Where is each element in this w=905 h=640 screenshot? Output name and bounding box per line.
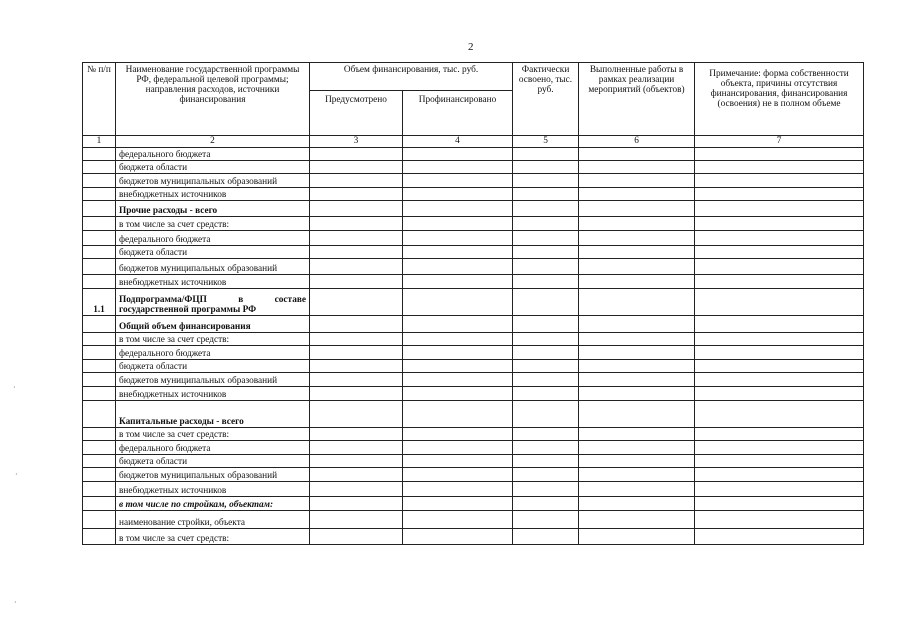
data-cell xyxy=(513,201,579,217)
row-number xyxy=(83,246,116,259)
data-cell xyxy=(310,468,403,482)
data-cell xyxy=(513,217,579,231)
data-cell xyxy=(403,246,513,259)
table-row xyxy=(83,148,864,161)
data-cell xyxy=(695,275,864,289)
table-row xyxy=(83,289,864,316)
data-cell xyxy=(403,455,513,468)
row-name: бюджетов муниципальных образований xyxy=(116,373,310,387)
table-row xyxy=(83,428,864,441)
row-name: федерального бюджета xyxy=(116,441,310,455)
data-cell xyxy=(310,529,403,545)
row-number xyxy=(83,346,116,360)
data-cell xyxy=(403,148,513,161)
data-cell xyxy=(403,401,513,428)
column-number: 3 xyxy=(310,136,403,148)
data-cell xyxy=(310,333,403,346)
table-row xyxy=(83,174,864,188)
column-number: 7 xyxy=(695,136,864,148)
row-number xyxy=(83,316,116,333)
row-name: федерального бюджета xyxy=(116,231,310,246)
data-cell xyxy=(310,346,403,360)
data-cell xyxy=(310,511,403,529)
data-cell xyxy=(310,275,403,289)
data-cell xyxy=(695,201,864,217)
table-row xyxy=(83,373,864,387)
row-number xyxy=(83,217,116,231)
row-number xyxy=(83,161,116,174)
header-number: № п/п xyxy=(83,63,116,136)
data-cell xyxy=(403,428,513,441)
data-cell xyxy=(310,455,403,468)
data-cell xyxy=(695,401,864,428)
table-row xyxy=(83,468,864,482)
header-note: Примечание: форма собственности объекта, причины отсутствия финансирования, финансирования (освоения) не в полном объеме xyxy=(695,63,864,136)
row-number xyxy=(83,174,116,188)
data-cell xyxy=(695,174,864,188)
data-cell xyxy=(579,174,695,188)
data-cell xyxy=(513,529,579,545)
table-row xyxy=(83,161,864,174)
data-cell xyxy=(513,289,579,316)
column-number: 1 xyxy=(83,136,116,148)
row-name: внебюджетных источников xyxy=(116,482,310,497)
table-row xyxy=(83,511,864,529)
table-row xyxy=(83,482,864,497)
data-cell xyxy=(695,333,864,346)
data-cell xyxy=(403,217,513,231)
data-cell xyxy=(310,259,403,275)
data-cell xyxy=(403,373,513,387)
data-cell xyxy=(695,217,864,231)
data-cell xyxy=(513,333,579,346)
row-name: внебюджетных источников xyxy=(116,188,310,201)
data-cell xyxy=(513,455,579,468)
data-cell xyxy=(310,217,403,231)
row-number xyxy=(83,468,116,482)
table-row xyxy=(83,246,864,259)
header-name: Наименование государственной программы РФ, федеральной целевой программы; направления расходов, источники финансирования xyxy=(116,63,310,136)
data-cell xyxy=(695,482,864,497)
table-row xyxy=(83,529,864,545)
data-cell xyxy=(513,346,579,360)
column-number: 5 xyxy=(513,136,579,148)
row-name: федерального бюджета xyxy=(116,346,310,360)
data-cell xyxy=(513,511,579,529)
data-cell xyxy=(695,373,864,387)
data-cell xyxy=(579,148,695,161)
data-cell xyxy=(695,529,864,545)
data-cell xyxy=(403,511,513,529)
data-cell xyxy=(403,468,513,482)
column-number: 2 xyxy=(116,136,310,148)
data-cell xyxy=(310,188,403,201)
row-name: в том числе за счет средств: xyxy=(116,333,310,346)
data-cell xyxy=(695,455,864,468)
data-cell xyxy=(403,161,513,174)
table-row xyxy=(83,333,864,346)
row-number xyxy=(83,148,116,161)
data-cell xyxy=(403,387,513,401)
table-row xyxy=(83,217,864,231)
data-cell xyxy=(579,511,695,529)
row-number xyxy=(83,360,116,373)
data-cell xyxy=(695,259,864,275)
data-cell xyxy=(695,428,864,441)
data-cell xyxy=(310,148,403,161)
data-cell xyxy=(695,246,864,259)
row-name: бюджета области xyxy=(116,246,310,259)
data-cell xyxy=(579,468,695,482)
data-cell xyxy=(310,246,403,259)
data-cell xyxy=(403,259,513,275)
data-cell xyxy=(403,482,513,497)
data-cell xyxy=(403,497,513,511)
data-cell xyxy=(579,373,695,387)
row-name: федерального бюджета xyxy=(116,148,310,161)
table-row xyxy=(83,188,864,201)
data-cell xyxy=(403,188,513,201)
data-cell xyxy=(579,455,695,468)
data-cell xyxy=(579,428,695,441)
data-cell xyxy=(695,316,864,333)
data-cell xyxy=(403,346,513,360)
table-row xyxy=(83,360,864,373)
data-cell xyxy=(695,468,864,482)
table-row xyxy=(83,316,864,333)
table-row xyxy=(83,231,864,246)
row-number xyxy=(83,387,116,401)
data-cell xyxy=(403,441,513,455)
data-cell xyxy=(579,201,695,217)
data-cell xyxy=(513,387,579,401)
data-cell xyxy=(579,217,695,231)
data-cell xyxy=(695,231,864,246)
data-cell xyxy=(310,174,403,188)
row-number xyxy=(83,428,116,441)
row-number xyxy=(83,275,116,289)
page-number: 2 xyxy=(468,41,474,53)
data-cell xyxy=(695,511,864,529)
data-cell xyxy=(310,360,403,373)
scan-mark: · xyxy=(14,598,17,607)
table-body xyxy=(83,148,864,545)
data-cell xyxy=(310,482,403,497)
header-actual: Фактически освоено, тыс. руб. xyxy=(513,63,579,136)
row-number xyxy=(83,231,116,246)
data-cell xyxy=(310,428,403,441)
data-cell xyxy=(513,497,579,511)
table-row xyxy=(83,497,864,511)
row-name: бюджетов муниципальных образований xyxy=(116,468,310,482)
row-number xyxy=(83,333,116,346)
data-cell xyxy=(403,231,513,246)
data-cell xyxy=(513,188,579,201)
data-cell xyxy=(310,441,403,455)
data-cell xyxy=(403,360,513,373)
row-name: Подпрограмма/ФЦП в составе государственной программы РФ xyxy=(116,289,310,316)
data-cell xyxy=(310,161,403,174)
data-cell xyxy=(513,275,579,289)
data-cell xyxy=(579,161,695,174)
data-cell xyxy=(695,497,864,511)
data-cell xyxy=(513,246,579,259)
data-cell xyxy=(579,259,695,275)
row-number xyxy=(83,259,116,275)
row-number xyxy=(83,401,116,428)
data-cell xyxy=(403,275,513,289)
table-row xyxy=(83,201,864,217)
data-cell xyxy=(310,387,403,401)
data-cell xyxy=(310,497,403,511)
row-number xyxy=(83,441,116,455)
data-cell xyxy=(579,360,695,373)
table-row xyxy=(83,346,864,360)
data-cell xyxy=(513,161,579,174)
data-cell xyxy=(579,188,695,201)
data-cell xyxy=(513,373,579,387)
row-name: в том числе по стройкам, объектам: xyxy=(116,497,310,511)
data-cell xyxy=(579,401,695,428)
data-cell xyxy=(513,148,579,161)
header-funding: Объем финансирования, тыс. руб. xyxy=(310,63,513,91)
row-name: бюджета области xyxy=(116,360,310,373)
scan-mark: · xyxy=(15,470,18,479)
header-financed: Профинансировано xyxy=(403,91,513,136)
table-row xyxy=(83,401,864,428)
data-cell xyxy=(695,346,864,360)
row-name: бюджетов муниципальных образований xyxy=(116,259,310,275)
data-cell xyxy=(513,482,579,497)
data-cell xyxy=(579,275,695,289)
row-name: бюджета области xyxy=(116,161,310,174)
data-cell xyxy=(310,201,403,217)
data-cell xyxy=(513,174,579,188)
data-cell xyxy=(579,231,695,246)
row-name: в том числе за счет средств: xyxy=(116,428,310,441)
data-cell xyxy=(310,316,403,333)
data-cell xyxy=(579,387,695,401)
row-name: внебюджетных источников xyxy=(116,387,310,401)
row-number xyxy=(83,529,116,545)
row-name: в том числе за счет средств: xyxy=(116,217,310,231)
row-name: внебюджетных источников xyxy=(116,275,310,289)
data-cell xyxy=(579,441,695,455)
data-cell xyxy=(579,529,695,545)
data-cell xyxy=(403,289,513,316)
data-cell xyxy=(513,428,579,441)
row-number xyxy=(83,201,116,217)
row-number xyxy=(83,455,116,468)
data-cell xyxy=(403,316,513,333)
row-name: Капитальные расходы - всего xyxy=(116,401,310,428)
table-row xyxy=(83,455,864,468)
data-cell xyxy=(695,148,864,161)
table-row xyxy=(83,259,864,275)
data-cell xyxy=(513,360,579,373)
row-number xyxy=(83,482,116,497)
row-name: бюджета области xyxy=(116,455,310,468)
data-cell xyxy=(579,346,695,360)
data-cell xyxy=(579,333,695,346)
row-number xyxy=(83,497,116,511)
data-cell xyxy=(579,316,695,333)
row-name: бюджетов муниципальных образований xyxy=(116,174,310,188)
data-cell xyxy=(310,401,403,428)
data-cell xyxy=(695,360,864,373)
financing-table xyxy=(82,62,864,545)
column-number: 6 xyxy=(579,136,695,148)
data-cell xyxy=(310,289,403,316)
data-cell xyxy=(403,201,513,217)
data-cell xyxy=(579,289,695,316)
data-cell xyxy=(513,441,579,455)
data-cell xyxy=(695,188,864,201)
data-cell xyxy=(513,231,579,246)
data-cell xyxy=(513,259,579,275)
row-number: 1.1 xyxy=(83,289,116,316)
row-name: Прочие расходы - всего xyxy=(116,201,310,217)
data-cell xyxy=(403,174,513,188)
data-cell xyxy=(579,497,695,511)
table-row xyxy=(83,387,864,401)
header-planned: Предусмотрено xyxy=(310,91,403,136)
data-cell xyxy=(310,231,403,246)
column-number: 4 xyxy=(403,136,513,148)
scan-mark: · xyxy=(13,383,16,392)
data-cell xyxy=(403,529,513,545)
table-row xyxy=(83,275,864,289)
data-cell xyxy=(579,482,695,497)
data-cell xyxy=(695,441,864,455)
row-name: Общий объем финансирования xyxy=(116,316,310,333)
row-number xyxy=(83,511,116,529)
header-works: Выполненные работы в рамках реализации мероприятий (объектов) xyxy=(579,63,695,136)
row-number xyxy=(83,188,116,201)
row-name: в том числе за счет средств: xyxy=(116,529,310,545)
data-cell xyxy=(513,401,579,428)
data-cell xyxy=(513,316,579,333)
data-cell xyxy=(695,387,864,401)
data-cell xyxy=(695,161,864,174)
row-name: наименование стройки, объекта xyxy=(116,511,310,529)
column-numbers-row xyxy=(83,136,864,148)
table-row xyxy=(83,441,864,455)
data-cell xyxy=(513,468,579,482)
data-cell xyxy=(579,246,695,259)
data-cell xyxy=(695,289,864,316)
data-cell xyxy=(310,373,403,387)
row-number xyxy=(83,373,116,387)
data-cell xyxy=(403,333,513,346)
